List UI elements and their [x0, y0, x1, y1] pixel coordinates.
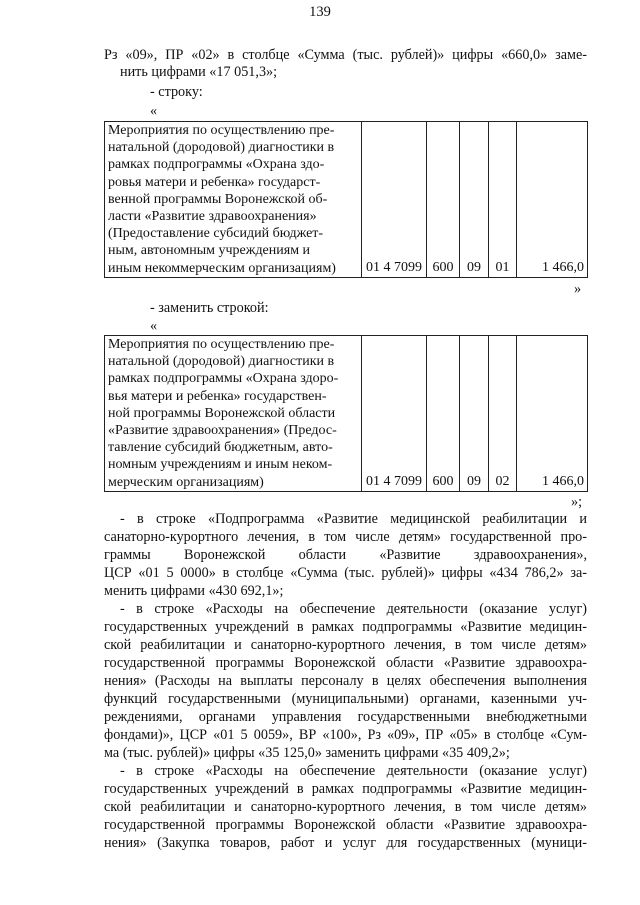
- para3-line-1: - в строке «Расходы на обеспечение деятельности (оказание услуг): [120, 763, 587, 779]
- para2-line-7: реждениями, органами управления государственными внебюджетными: [104, 709, 587, 725]
- intro-line-1: Рз «09», ПР «02» в столбце «Сумма (тыс. рублей)» цифры «660,0» заме-: [104, 47, 587, 63]
- desc-line: Мероприятия по осуществлению пре-: [108, 337, 335, 352]
- desc-line: ным, автономным учреждениям и: [108, 243, 311, 259]
- para2-line-8: фондами)», ЦСР «01 5 0059», ВР «100», Рз «09», ПР «05» в столбце «Сум-: [104, 727, 587, 743]
- para2-line-5: нения» (Расходы на выплаты персоналу в целях обеспечения выполнения: [104, 673, 587, 689]
- desc-line: вья матери и ребенка» государствен-: [108, 388, 327, 404]
- desc-line: венной программы Воронежской об-: [108, 191, 328, 207]
- para2-line-9: ма (тыс. рублей)» цифры «35 125,0» заменить цифрами «35 409,2»;: [104, 745, 510, 761]
- desc-line: иным некоммерческим организациям): [108, 260, 336, 276]
- desc-line: номным учреждениям и иным неком-: [108, 457, 333, 473]
- replace-label: - заменить строкой:: [150, 300, 269, 316]
- para3-line-3: ской реабилитации и санаторно-курортного лечения, в том числе детям»: [104, 799, 587, 815]
- csr-cell: 01 4 7099: [362, 336, 427, 492]
- para1-line-5: менить цифрами «430 692,1»;: [104, 583, 284, 599]
- desc-line: ровья матери и ребенка» государст-: [108, 174, 321, 190]
- desc-line: рамках подпрограммы «Охрана здо-: [108, 157, 325, 173]
- close-quote-1: »: [574, 281, 582, 297]
- desc-line: тавление субсидий бюджетным, авто-: [108, 440, 333, 456]
- desc-line: (Предоставление субсидий бюджет-: [108, 226, 324, 242]
- sum-cell: 1 466,0: [517, 122, 588, 278]
- page-number: 139: [309, 4, 331, 20]
- desc-line: ласти «Развитие здравоохранения»: [108, 209, 317, 225]
- row-description: [105, 122, 362, 278]
- para2-line-4: государственной программы Воронежской области «Развитие здравоохра-: [104, 655, 587, 671]
- stroku-label: - строку:: [150, 84, 203, 100]
- row-description: [105, 336, 362, 492]
- intro-line-2: нить цифрами «17 051,3»;: [120, 64, 278, 80]
- desc-line: натальной (дородовой) диагностики в: [108, 140, 335, 156]
- para3-line-5: нения» (Закупка товаров, работ и услуг для государственных (муници-: [104, 835, 587, 851]
- close-quote-2: »;: [571, 494, 583, 510]
- table-row: [105, 122, 588, 278]
- para2-line-6: функций государственными (муниципальными) органами, казенными уч-: [104, 691, 587, 707]
- pr-cell: 01: [489, 122, 517, 278]
- para1-line-4: ЦСР «01 5 0000» в столбце «Сумма (тыс. рублей)» цифры «434 786,2» за-: [104, 565, 587, 581]
- rz-cell: 09: [460, 336, 489, 492]
- para2-line-1: - в строке «Расходы на обеспечение деятельности (оказание услуг): [120, 601, 587, 617]
- sum-cell: 1 466,0: [517, 336, 588, 492]
- para1-line-1: - в строке «Подпрограмма «Развитие медицинской реабилитации и: [120, 511, 587, 527]
- vr-cell: 600: [427, 122, 460, 278]
- desc-line: Мероприятия по осуществлению пре-: [108, 123, 335, 138]
- para3-line-4: государственной программы Воронежской области «Развитие здравоохра-: [104, 817, 587, 833]
- desc-line: «Развитие здравоохранения» (Предос-: [108, 423, 337, 439]
- rz-cell: 09: [460, 122, 489, 278]
- budget-table-replacement: [104, 335, 588, 492]
- para1-line-2: санаторно-курортного лечения, в том числе детям» государственной про-: [104, 529, 587, 545]
- desc-line: мерческим организациям): [108, 474, 264, 490]
- para1-line-3: граммы Воронежской области «Развитие здравоохранения»,: [104, 547, 587, 563]
- csr-cell: 01 4 7099: [362, 122, 427, 278]
- budget-table-original: [104, 121, 588, 278]
- pr-cell: 02: [489, 336, 517, 492]
- vr-cell: 600: [427, 336, 460, 492]
- desc-line: рамках подпрограммы «Охрана здоро-: [108, 371, 339, 387]
- para2-line-2: государственных учреждений в рамках подпрограммы «Развитие медицин-: [104, 619, 587, 635]
- open-quote-1: «: [150, 103, 158, 119]
- open-quote-2: «: [150, 318, 158, 334]
- para3-line-2: государственных учреждений в рамках подпрограммы «Развитие медицин-: [104, 781, 587, 797]
- desc-line: ной программы Воронежской области: [108, 405, 336, 421]
- para2-line-3: ской реабилитации и санаторно-курортного лечения, в том числе детям»: [104, 637, 587, 653]
- desc-line: натальной (дородовой) диагностики в: [108, 354, 335, 370]
- table-row: [105, 336, 588, 492]
